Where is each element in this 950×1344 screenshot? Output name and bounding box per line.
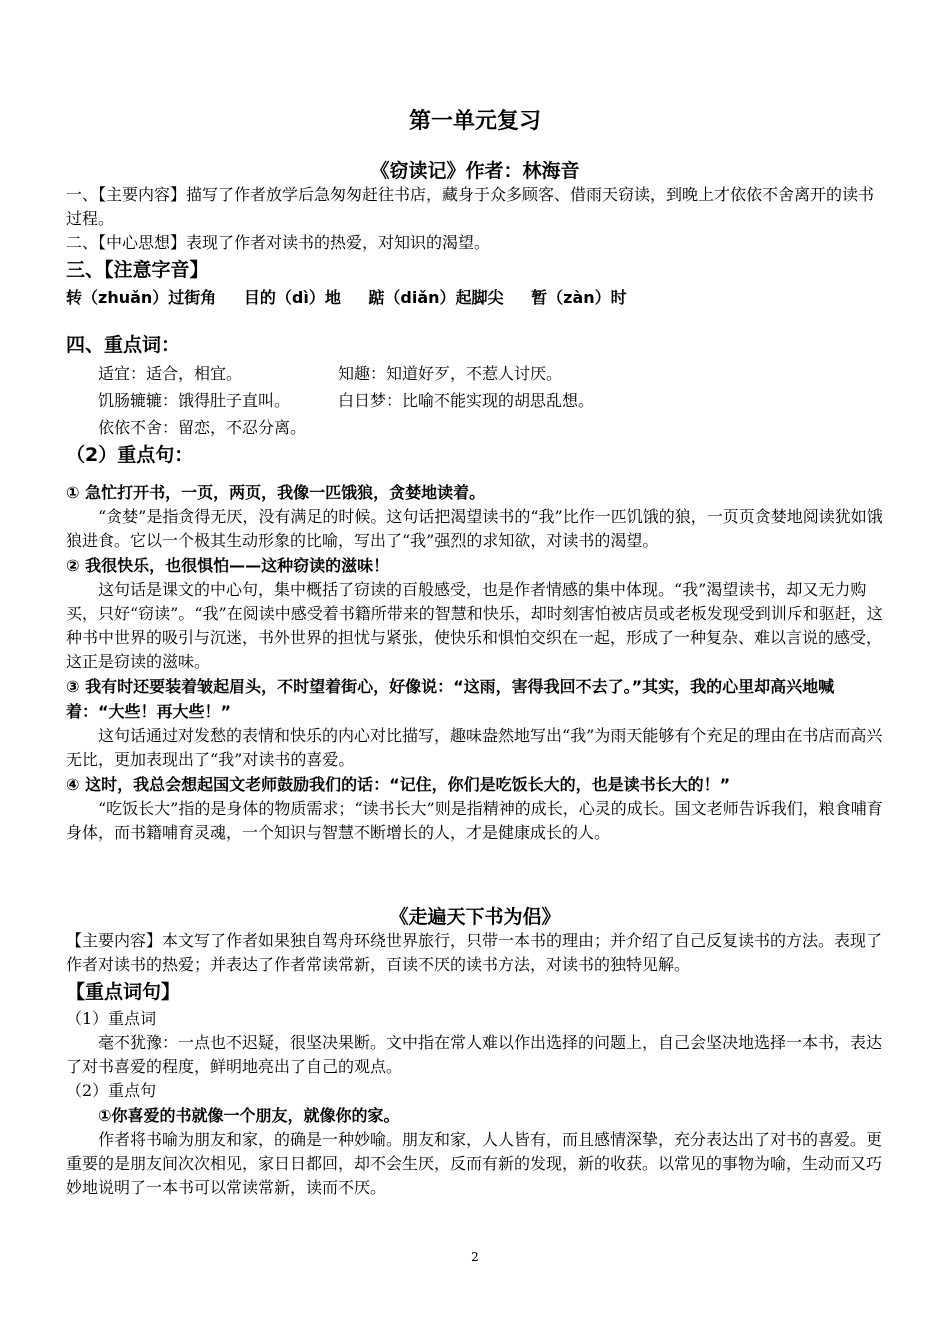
word-item: 知趣：知道好歹，不惹人讨厌。 xyxy=(338,364,563,383)
main-content: 【主要内容】本文写了作者如果独自驾舟环绕世界旅行，只带一本书的理由；并介绍了自己反复读书的方法。表现了作者对读书的热爱；并表达了作者常读常新，百读不厌的读书方法，对读书的独特见解。 xyxy=(66,931,883,974)
words-heading: 四、重点词： xyxy=(66,334,181,356)
word-item: 依依不舍：留恋，不忍分离。 xyxy=(98,418,307,437)
pron-item: 踮（diǎn）起脚尖 xyxy=(368,288,504,307)
sentence-title: ① 急忙打开书，一页，两页，我像一匹饿狼，贪婪地读着。 xyxy=(66,483,486,502)
word-item: 饥肠辘辘：饿得肚子直叫。 xyxy=(98,391,291,410)
pron-item: 目的（dì）地 xyxy=(243,288,341,307)
section-zoubian xyxy=(66,902,884,1200)
sentence-explain: 这句话是课文的中心句，集中概括了窃读的百般感受，也是作者情感的集中体现。“我”渴望读书，却又无力购买，只好“窃读”。“我”在阅读中感受着书籍所带来的智慧和快乐，却时刻害怕被店员或老板发现受到训斥和驱赶，这种书中世界的吸引与沉迷，书外世界的担忧与紧张，使快乐和惧怕交织在一起，形成了一种复杂、难以言说的感受，这正是窃读的滋味。 xyxy=(66,580,883,671)
sentence-title: ①你喜爱的书就像一个朋友，就像你的家。 xyxy=(98,1106,400,1125)
word-row xyxy=(66,414,884,441)
key-sentences xyxy=(66,440,884,845)
keywords-heading: 【重点词句】 xyxy=(66,981,181,1003)
section-heading: 《走遍天下书为侣》 xyxy=(389,906,561,928)
sub-heading: （1）重点词 xyxy=(66,1009,157,1028)
pronunciation-heading: 三、【注意字音】 xyxy=(66,259,209,281)
word-row xyxy=(66,360,884,387)
sentence-explain: “吃饭长大”指的是身体的物质需求；“读书长大”则是指精神的成长，心灵的成长。国文老师告诉我们，粮食哺育身体，而书籍哺育灵魂，一个知识与智慧不断增长的人，才是健康成长的人。 xyxy=(66,799,883,842)
main-content: 一、【主要内容】描写了作者放学后急匆匆赶往书店，藏身于众多顾客、借雨天窃读，到晚上才依依不舍离开的读书过程。 xyxy=(66,185,875,228)
page-number: 2 xyxy=(471,1250,479,1264)
sentence-title: ④ 这时，我总会想起国文老师鼓励我们的话：“记住，你们是吃饭长大的，也是读书长大的！” xyxy=(66,775,731,794)
section-qiedu xyxy=(66,156,884,311)
sentence-title: ② 我很快乐，也很惧怕——这种窃读的滋味！ xyxy=(66,556,390,575)
central-idea: 二、【中心思想】表现了作者对读书的热爱，对知识的渴望。 xyxy=(66,233,491,252)
sentence-explain: 作者将书喻为朋友和家，的确是一种妙喻。朋友和家，人人皆有，而且感情深挚，充分表达出了对书的喜爱。更重要的是朋友间次次相见，家日日都回，却不会生厌，反而有新的发现，新的收获。以常见的事物为喻，生动而又巧妙地说明了一本书可以常读常新，读而不厌。 xyxy=(66,1130,883,1197)
pron-item: 暂（zàn）时 xyxy=(531,288,627,307)
pronunciation-list xyxy=(66,285,884,311)
sub-heading: （2）重点句 xyxy=(66,1081,157,1100)
sentences-heading: （2）重点句： xyxy=(66,444,194,466)
word-item: 白日梦：比喻不能实现的胡思乱想。 xyxy=(338,391,595,410)
sentence-title: ③ 我有时还要装着皱起眉头，不时望着街心，好像说：“这雨，害得我回不去了。”其实，我的心里却高兴地喊着：“大些！再大些！” xyxy=(66,677,835,721)
page-title: 第一单元复习 xyxy=(408,109,541,134)
word-explain: 毫不犹豫：一点也不迟疑，很坚决果断。文中指在常人难以作出选择的问题上，自己会坚决地选择一本书，表达了对书喜爱的程度，鲜明地亮出了自己的观点。 xyxy=(66,1033,883,1076)
word-row xyxy=(66,387,884,414)
pron-item: 转（zhuǎn）过街角 xyxy=(66,288,217,307)
section-heading: 《窃读记》作者：林海音 xyxy=(370,160,580,182)
sentence-explain: 这句话通过对发愁的表情和快乐的内心对比描写，趣味盎然地写出“我”为雨天能够有个充足的理由在书店而高兴无比，更加表现出了“我”对读书的喜爱。 xyxy=(66,726,883,769)
sentence-explain: “贪婪”是指贪得无厌，没有满足的时候。这句话把渴望读书的“我”比作一匹饥饿的狼，一页页贪婪地阅读犹如饿狼进食。它以一个极其生动形象的比喻，写出了“我”强烈的求知欲，对读书的渴望。 xyxy=(66,507,883,550)
key-words xyxy=(66,330,884,441)
word-item: 适宜：适合，相宜。 xyxy=(98,364,243,383)
